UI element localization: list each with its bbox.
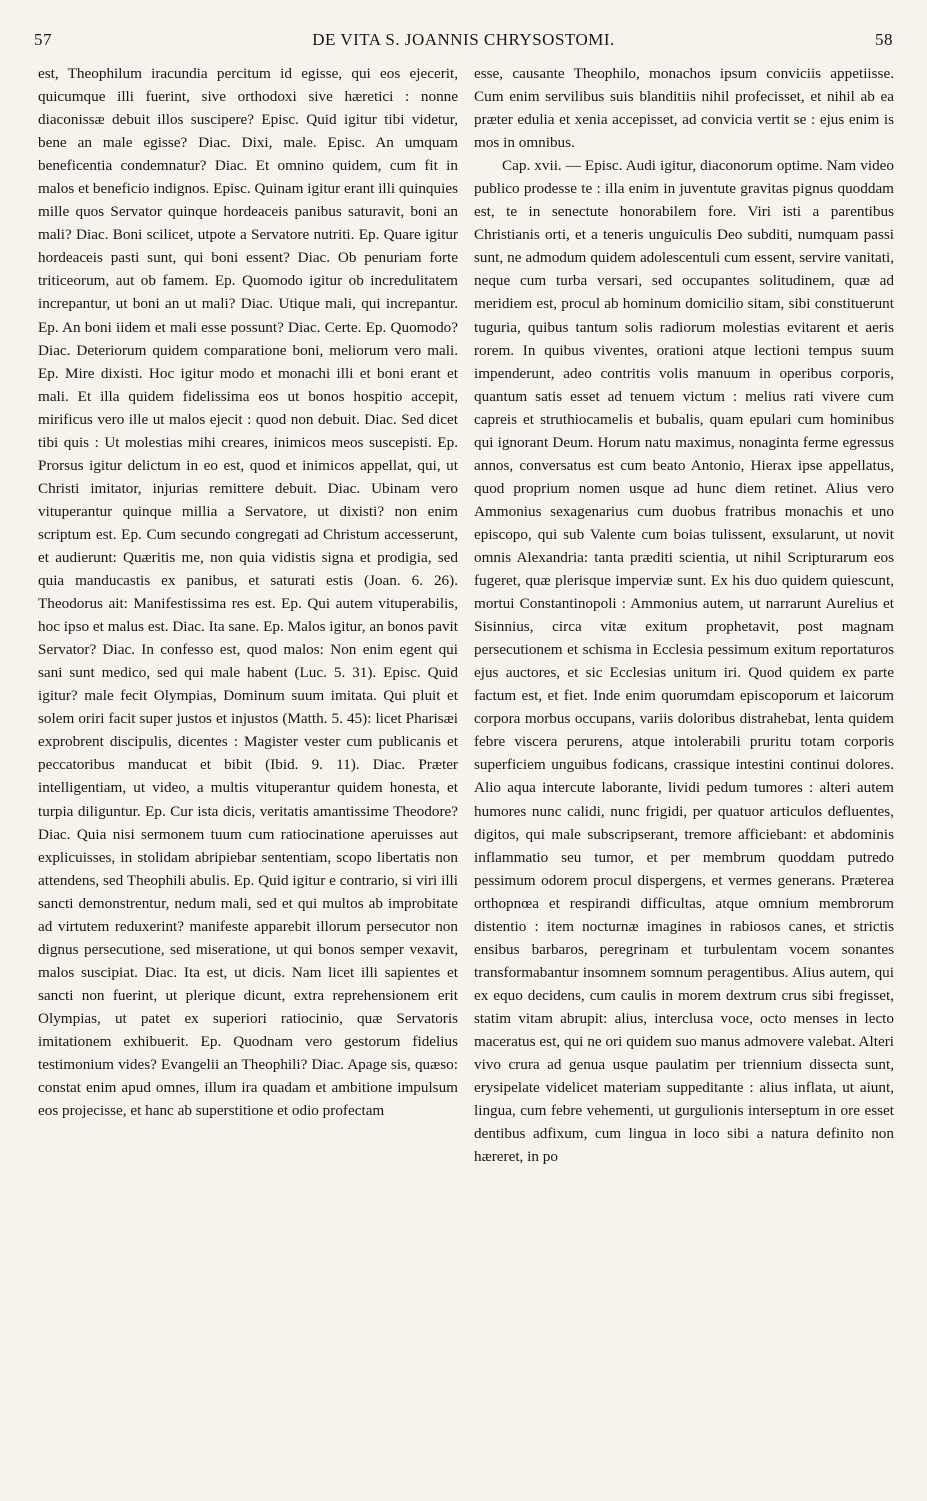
page-header (32, 30, 895, 56)
running-title: DE VITA S. JOANNIS CHRYSOSTOMI. (312, 30, 615, 49)
page-number-right: 58 (875, 30, 893, 49)
left-column (38, 62, 458, 1122)
right-column-paragraph-1: esse, causante Theophilo, monachos ipsum conviciis appetiisse. Cum enim servilibus suis blanditiis nihil profecisset, et nihil ab ea præter edulia et xenia accepisset, ad convicia vertit se : ejus enim is mos in omnibus. (474, 65, 894, 152)
left-column-paragraph-1: est, Theophilum iracundia percitum id egisse, qui eos ejecerit, quicumque illi fuerint, sive orthodoxi sive hæretici : nonne diaconissæ debuit illos suscipere? Episc. Quid igitur tibi videtur, bene an male egisse? Diac. Dixi, male. Episc. An umquam beneficentia condemnatur? Diac. Et omnino quidem, cum fit in malos et beneficio indignos. Episc. Quinam igitur erant illi quinquies mille quos Servator quinque hordeaceis panibus saturavit, boni an mali? Diac. Boni scilicet, utpote a Servatore nutriti. Ep. Quare igitur hordeaceis pasti sunt, qui boni essent? Diac. Ob penuriam forte triticeorum, aut ob famem. Ep. Quomodo igitur ob incredulitatem increpantur, ut boni an ut mali? Diac. Utique mali, qui increpantur. Ep. An boni iidem et mali esse possunt? Diac. Certe. Ep. Quomodo? Diac. Deteriorum quidem comparatione boni, meliorum vero mali. Ep. Mire dixisti. Hoc igitur modo et monachi illi et boni erant et mali. Et illa quidem fidelissima eos ut bonos hospitio accepit, mirificus vero ille ut malos ejecit : quod non debuit. Diac. Sed dicet tibi quis : Ut molestias mihi creares, inimicos meos suscepisti. Ep. Prorsus igitur delictum in eo est, quod et inimicos appellat, qui, ut Christi imitator, injurias remittere debuit. Diac. Ubinam vero vituperantur quinque millia a Servatore, ut dixisti? non enim scriptum est. Ep. Cum secundo congregati ad Christum accesserunt, et audierunt: Quæritis me, non quia vidistis signa et prodigia, sed quia manducastis ex panibus, et saturati estis (Joan. 6. 26). Theodorus ait: Manifestissima res est. Ep. Qui autem vituperabilis, hoc ipso et malus est. Diac. Ita sane. Ep. Malos igitur, an bonos pavit Servator? Diac. In confesso est, quod malos: Non enim egent qui sani sunt medico, sed qui male habent (Luc. 5. 31). Episc. Quid igitur? male fecit Olympias, Dominum suum imitata. Qui pluit et solem oriri facit super justos et injustos (Matth. 5. 45): licet Pharisæi exprobrent discipulis, dicentes : Magister vester cum publicanis et peccatoribus manducat et bibit (Ibid. 9. 11). Diac. Præter intelligentiam, ut video, a multis vituperantur quidem honesta, et turpia diliguntur. Ep. Cur ista dicis, veritatis amantissime Theodore? Diac. Quia nisi sermonem tuum cum ratiocinatione aperuisses aut explicuisses, in stolidam abripiebar sententiam, scopo libertatis non attendens, sed Theophili abulis. Ep. Quid igitur e contrario, si viri illi sancti demonstrentur, nedum mali, sed et qui multos ab improbitate ad virtutem reduxerint? manifeste apparebit illorum persecutor non dignus persecutione, sed miseratione, ut qui bonos semper vexavit, malos suscipiat. Diac. Ita est, ut dicis. Nam licet illi sapientes et sancti non fuerint, ut plerique dicunt, extra reprehensionem erit Olympias, ut patet ex superiori ratiocinio, quæ Servatoris imitationem exhibuerit. Ep. Quodnam vero gestorum fidelius testimonium vides? Evangelii an Theophili? Diac. Apage sis, quæso: constat enim apud omnes, illum ira quadam et ambitione impulsum eos projecisse, et hanc ab superstitione et odio profectam (38, 65, 458, 1120)
right-column (474, 62, 894, 1168)
page-number-left: 57 (34, 30, 52, 49)
column-gutter (463, 62, 464, 1482)
right-column-paragraph-2: Cap. xvii. — Episc. Audi igitur, diaconorum optime. Nam video publico prodesse te : illa enim in juventute gravitas pignus quoddam est, te in senectute honorabilem fore. Viri isti a parentibus Christianis orti, et a teneris unguiculis Deo subditi, numquam passi sunt, ne admodum quidem adolescentuli cum essent, servire vanitati, neque cum turba versari, sed occupantes solitudinem, quæ ad meridiem est, procul ab hominum domicilio sitam, sibi constituerunt tuguria, quibus tantum solis radiorum molestias evitarent et aeris rorem. In quibus viventes, orationi atque lectioni tempus suum impenderunt, adeo contritis volis manuum in operibus corporis, quantum satis esset ad tenuem victum : melius rati vivere cum capreis et struthiocamelis et bubalis, quam epulari cum hominibus qui ignorant Deum. Horum natu maximus, nonaginta ferme egressus annos, conversatus est cum beato Antonio, Hierax ipse appellatus, quod proprium nomen usque ad hunc diem retinet. Alius vero Ammonius sexagenarius cum duobus fratribus monachis et uno episcopo, qui sub Valente cum boias tulissent, exsularunt, ut novit omnis Alexandria: tanta præditi scientia, ut nihil Scripturarum eos fugeret, quæ plerisque imperviæ sunt. Ex his duo quidem quiescunt, mortui Constantinopoli : Ammonius autem, ut narrarunt Aurelius et Sisinnius, circa vitæ exitum prophetavit, post magnam persecutionem et schisma in Ecclesia pessimum exitum reportaturos ejus auctores, et sic Ecclesias unitum iri. Quod quidem ex parte factum est, et fiet. Inde enim quorumdam episcoporum et laicorum corpora morbus occupans, variis doloribus distrahebat, lenta quidem febre viscera perurens, atque intolerabili pruritu totam corporis superficiem unguibus fodicans, crassique intestini continui dolores. Alio aqua intercute laborante, lividi pedum tumores : alteri autem humores nunc calidi, nunc frigidi, per quatuor articulos defluentes, digitos, qui male subscripserant, tremore afficiebant: et abdominis inflammatio seu tumor, et per membrum quoddam putredo pessimum odorem procul dispergens, et vermes generans. Præterea orthopnœa et respirandi difficultas, atque omnium membrorum distentio : item nocturnæ imagines in rabiosos canes, et strictis ensibus barbaros, peregrinam et turbulentam vocem sonantes transformabantur insomnem somnum peragentibus. Alius autem, qui ex equo decidens, cum caulis in morem dextrum crus sibi fregisset, statim vitam abrupit: alius, interclusa voce, octo menses in lecto maceratus est, qui ne ori quidem suo manus admovere valebat. Alteri vivo crura ad genua usque paulatim per triennium dissecta sunt, erysipelate videlicet materiam suppeditante : alius inflata, ut aiunt, lingua, cum febre vehementi, ut gurgulionis interseptum in ore esset dentibus adfixum, cum lingua in loco sibi a natura definito non hæreret, in po (474, 157, 894, 1166)
